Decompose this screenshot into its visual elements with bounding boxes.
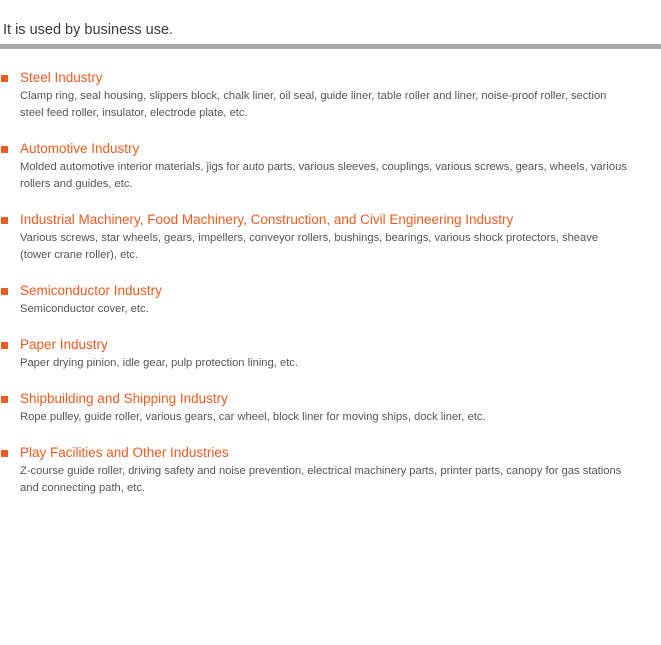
square-bullet-icon <box>1 146 8 153</box>
industry-list <box>0 70 661 497</box>
industry-title: Industrial Machinery, Food Machinery, Construction, and Civil Engineering Industry <box>20 212 514 227</box>
industry-description: Clamp ring, seal housing, slippers block, chalk liner, oil seal, guide liner, table roller and liner, noise-proof roller, section steel feed roller, insulator, electrode plate, etc. <box>20 90 607 119</box>
square-bullet-icon <box>1 217 8 224</box>
industry-item-steel <box>0 70 632 122</box>
page-heading: It is used by business use. <box>3 22 174 38</box>
industry-description: Semiconductor cover, etc. <box>20 303 149 315</box>
industry-title: Automotive Industry <box>20 141 140 156</box>
industry-title: Play Facilities and Other Industries <box>20 445 229 460</box>
industry-item-shipbuilding <box>0 391 632 426</box>
square-bullet-icon <box>1 342 8 349</box>
industry-title: Shipbuilding and Shipping Industry <box>20 391 228 406</box>
square-bullet-icon <box>1 75 8 82</box>
industry-item-play-facilities <box>0 445 632 497</box>
industry-title: Semiconductor Industry <box>20 283 162 298</box>
industry-description: Rope pulley, guide roller, various gears, car wheel, block liner for moving ships, dock liner, etc. <box>20 411 486 423</box>
industry-title: Steel Industry <box>20 70 103 85</box>
industry-item-machinery <box>0 212 632 264</box>
square-bullet-icon <box>1 450 8 457</box>
square-bullet-icon <box>1 396 8 403</box>
square-bullet-icon <box>1 288 8 295</box>
industry-item-semiconductor <box>0 283 632 318</box>
industry-description: Molded automotive interior materials, jigs for auto parts, various sleeves, couplings, various screws, gears, wheels, various rollers and guides, etc. <box>20 161 627 190</box>
industry-item-automotive <box>0 141 632 193</box>
industry-description: Various screws, star wheels, gears, impellers, conveyor rollers, bushings, bearings, various shock protectors, sheave (tower crane roller), etc. <box>20 232 599 261</box>
industry-title: Paper Industry <box>20 337 108 352</box>
industry-description: Paper drying pinion, idle gear, pulp protection lining, etc. <box>20 357 298 369</box>
heading-divider <box>0 44 661 49</box>
industry-item-paper <box>0 337 632 372</box>
industry-description: Z-course guide roller, driving safety and noise prevention, electrical machinery parts, printer parts, canopy for gas stations and connecting path, etc. <box>20 465 622 494</box>
